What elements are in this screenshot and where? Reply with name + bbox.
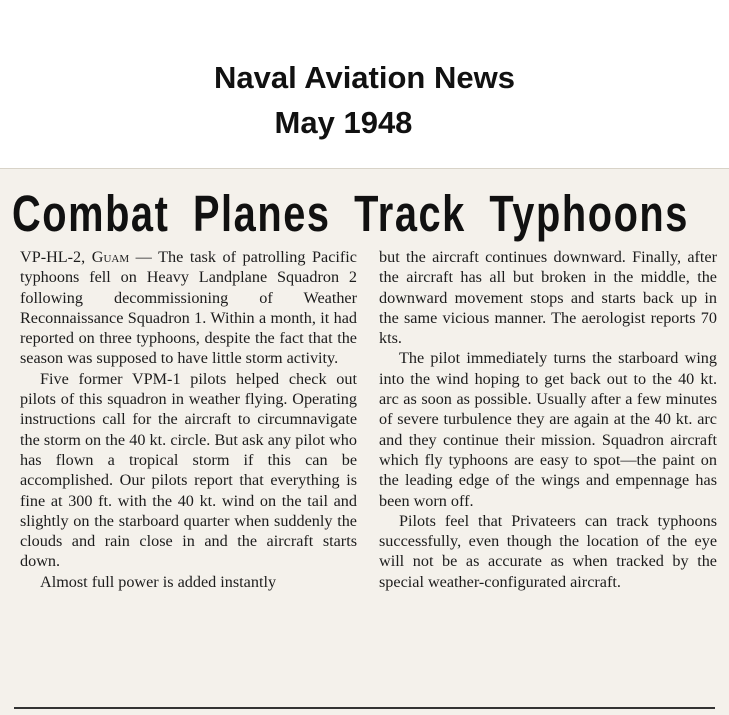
article-clipping [0, 168, 729, 715]
bottom-rule [14, 707, 715, 709]
article-paragraph: Five former VPM-1 pilots helped check out pilots of this squadron in weather flying. Operating instructions call for the aircraft to circumnavigate the storm on the 40 kt. circle. But ask any pilot who has flown a tropical storm if this can be accomplished. Our pilots report that everything is fine at 300 ft. with the 40 kt. wind on the tail and slightly on the starboard quarter when suddenly the clouds and rain close in and the aircraft starts down. [20, 369, 357, 571]
article-column-right [379, 247, 717, 592]
publication-date: May 1948 [274, 105, 413, 140]
article-paragraph [20, 247, 357, 369]
paragraph-text: — The task of patrolling Pacific typhoons fell on Heavy Landplane Squadron 2 following decommissioning of Weather Reconnaissance Squadron 1. Within a month, it had reported on three typhoons, despite the fact that the season was supposed to have little storm activity. [20, 248, 357, 368]
publication-name: Naval Aviation News [214, 60, 515, 95]
article-title: Combat Planes Track Typhoons [12, 185, 689, 242]
article-paragraph: but the aircraft continues downward. Finally, after the aircraft has all but broken in the middle, the downward movement stops and starts back up in the same vicious manner. The aerologist reports 70 kts. [379, 248, 717, 348]
page-header [0, 0, 729, 180]
dateline-place: Guam [91, 248, 130, 266]
article-paragraph: The pilot immediately turns the starboard wing into the wind hoping to get back out to the 40 kt. arc as soon as possible. Usually after a few minutes of severe turbulence they are again at the 40 kt. arc and they continue their mission. Squadron aircraft which fly typhoons are easy to spot—the paint on the leading edge of the wings and empennage has been worn off. [379, 349, 717, 510]
article-paragraph: Almost full power is added instantly [40, 572, 277, 591]
article-column-left [20, 247, 357, 592]
article-paragraph: Pilots feel that Privateers can track typhoons successfully, even though the location of the eye will not be as accurate as when tracked by the special weather-configurated aircraft. [379, 511, 717, 591]
dateline: VP-HL-2, [20, 248, 92, 266]
